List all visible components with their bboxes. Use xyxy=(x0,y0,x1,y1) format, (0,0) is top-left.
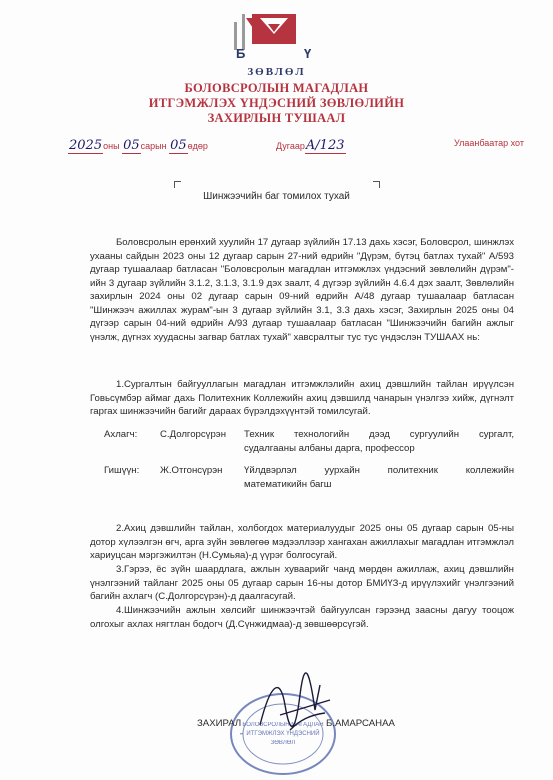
member-name: Ж.Отгонсүрэн xyxy=(160,465,223,476)
logo-letter-u: Ү xyxy=(304,46,312,61)
date-year-suffix: оны xyxy=(103,141,120,151)
header-line-1: БОЛОВСРОЛЫН МАГАДЛАН xyxy=(184,81,369,95)
document-subject: Шинжээчийн баг томилох тухай xyxy=(203,191,350,202)
city: Улаанбаатар хот xyxy=(454,138,524,148)
member-title-line-1: Техник технологийн дээд сургуулийн сургалт, xyxy=(244,429,514,440)
member-title-line-2: математикийн багш xyxy=(244,479,332,490)
stamp-line-1: БОЛОВСРОЛЫН МАГАДЛАН xyxy=(242,722,324,728)
bmu-logo xyxy=(232,12,322,64)
item-2-paragraph: 2.Ахиц дэвшлийн тайлан, холбогдох материалуудыг 2025 оны 05 дугаар сарын 05-ны дотор хүлээлгэн өгч, арга зүйн зөвлөгөө мэдээллээр хангахан ажиллахыг магадлан итгэмжлэл хариуцсан мэргэжилтэн (Н.Сумьяа)-д үүрэг болгосугай. xyxy=(90,523,514,561)
item-1-paragraph: 1.Сургалтын байгууллагын магадлан итгэмжлэлийн ахиц дэвшлийн тайлан ирүүлсэн Говьсүмбэр аймаг дахь Политехник Коллежийн ахиц дэвшилд чанарын үнэлгээ хийж, дүгнэлт гаргах шинжээчийн багийг дараах бүрэлдэхүүнтэй томилсугай. xyxy=(90,379,514,417)
preamble-paragraph: Боловсролын ерөнхий хуулийн 17 дугаар зүйлийн 17.13 дахь хэсэг, Боловсрол, шинжлэх ухааны сайдын 2023 оны 12 дугаар сарын 27-ний өдрийн "Дүрэм, бүтэц батлах тухай" А/593 дугаар тушаалаар батласан "Боловсролын магадлан итгэмжлэх үндэсний зөвлөлийн дүрэм"-ийн 3 дугаар зүйлийн 3.1.2, 3.1.3, 3.1.9 дэх заалт, 4 дүгээр зүйлийн 4.6.4 дэх заалт, Зөвлөлийн захирлын 2024 оны 02 дугаар сарын 09-ний өдрийн А/48 дугаар тушаалаар батласан "Шинжээч ажиллах журам"-ын 3 дугаар зүйлийн 3.1, 3.3 дахь хэсэг, Захирлын 2025 оны 04 дүгээр сарын 04-ний өдрийн А/93 дугаар тушаалаар батласан "Шинжээчийн багийн ажлыг үнэлж, дүгнэх хуудасны загвар батлах тухай" хавсралтыг тус тус үндэслэн ТУШААХ нь: xyxy=(90,237,514,343)
member-name: С.Долгорсүрэн xyxy=(160,429,227,440)
handwritten-signature xyxy=(240,665,360,745)
stamp-line-2: ИТГЭМЖЛЭХ ҮНДЭСНИЙ xyxy=(246,731,320,737)
date-year: 2025 xyxy=(69,138,103,153)
member-title-line-1: Үйлдвэрлэл уурхайн политехник коллежийн xyxy=(244,465,514,476)
signatory-name: Б.АМАРСАНАА xyxy=(326,718,395,729)
header-line-2: ИТГЭМЖЛЭХ ҮНДЭСНИЙ ЗӨВЛӨЛИЙН xyxy=(148,96,405,110)
member-role: Ахлагч: xyxy=(104,429,138,440)
order-number-field xyxy=(276,138,346,153)
header-line-3: ЗАХИРЛЫН ТУШААЛ xyxy=(207,111,346,125)
date-day: 05 xyxy=(170,138,187,153)
member-role: Гишүүн: xyxy=(104,465,140,476)
date-month-suffix: сарын xyxy=(140,141,167,151)
order-number: A/123 xyxy=(305,138,345,153)
logo-letter-b: Б xyxy=(236,46,246,61)
item-4-paragraph: 4.Шинжээчийн ажлын хөлсийг шинжээчтэй байгуулсан гэрээнд заасны дагуу тооцож олгохыг ахлах нягтлан бодогч (Д.Сүнжидмаа)-д зөвшөөрсүгэй. xyxy=(90,605,514,630)
corner-right xyxy=(373,181,380,188)
signature-label: ЗАХИРАЛ xyxy=(197,718,242,729)
stamp-line-3: ЗӨВЛӨЛ xyxy=(270,740,296,746)
svg-text:᠊: ᠊ xyxy=(240,725,243,744)
item-3-paragraph: 3.Гэрээ, ёс зүйн шаардлага, ажлын хуваарийг чанд мөрдөн ажиллаж, ахиц дэвшлийн үнэлгээний тайланг 2025 оны 05 дугаар сарын 16-ны дотор БМИҮЗ-д ирүүлэхийг үнэлгээний багийн ахлагч (С.Долгорсүрэн)-д даалгасугай. xyxy=(90,564,514,602)
order-number-label: Дугаар xyxy=(276,141,305,151)
date-field xyxy=(68,138,208,153)
date-day-suffix: өдөр xyxy=(187,141,208,151)
member-title-line-2: судалгааны албаны дарга, профессор xyxy=(244,443,415,454)
date-month: 05 xyxy=(123,138,140,153)
corner-left xyxy=(174,181,181,188)
logo-text: ЗӨВЛӨЛ xyxy=(247,66,306,78)
